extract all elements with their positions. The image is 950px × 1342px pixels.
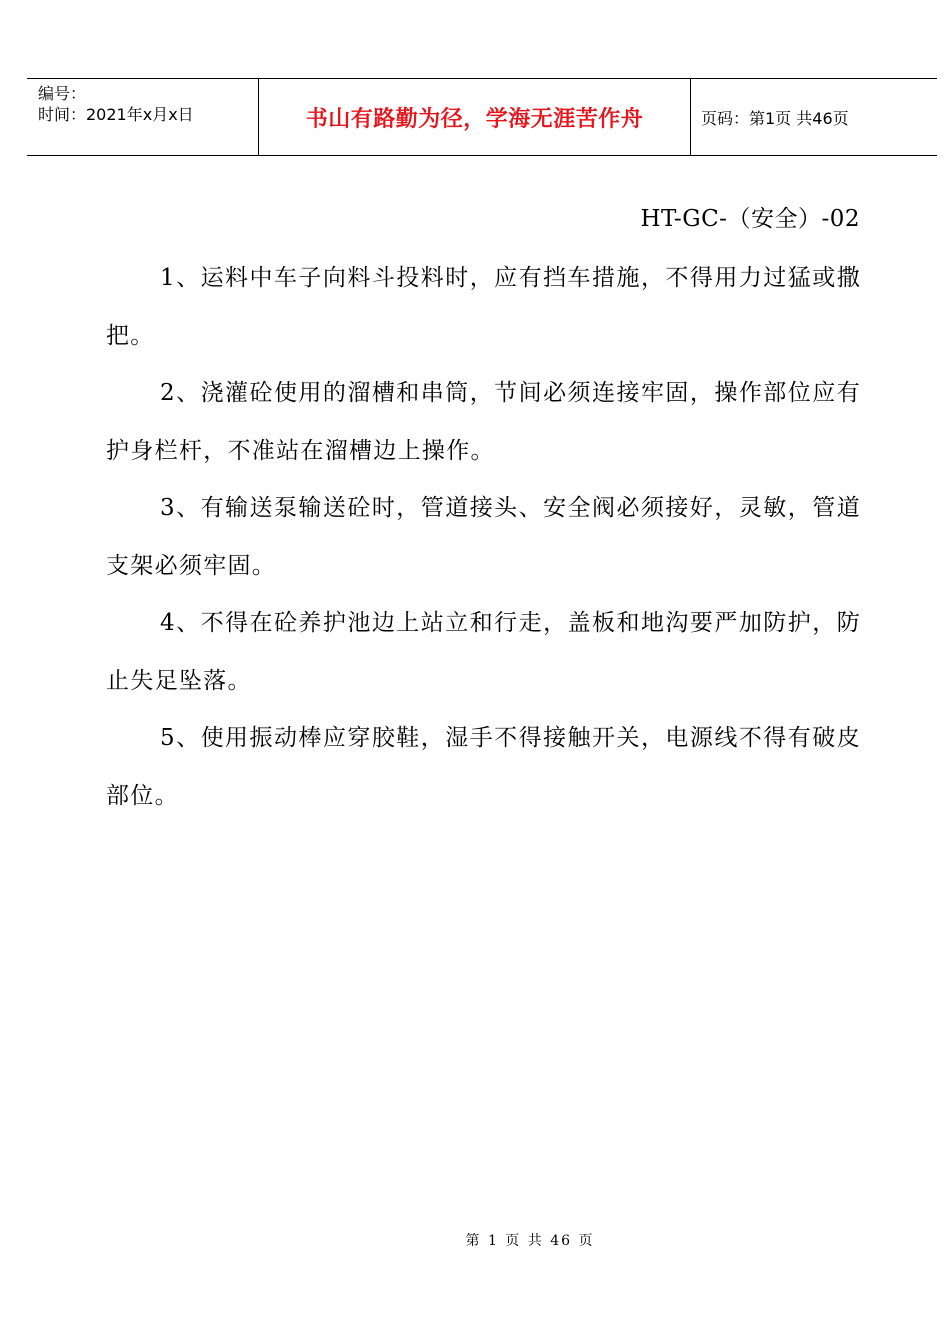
paragraph: 1、运料中车子向料斗投料时，应有挡车措施，不得用力过猛或撒把。 (106, 265, 861, 349)
page-info-text: 页码：第1页 共46页 (701, 108, 849, 128)
paragraph: 5、使用振动棒应穿胶鞋，湿手不得接触开关，电源线不得有破皮部位。 (106, 725, 861, 809)
paragraph: 2、浇灌砼使用的溜槽和串筒，节间必须连接牢固，操作部位应有护身栏杆，不准站在溜槽边上操作。 (106, 380, 861, 464)
paragraph: 4、不得在砼养护池边上站立和行走，盖板和地沟要严加防护，防止失足坠落。 (106, 610, 861, 694)
header-motto-cell (259, 79, 691, 155)
header-page-cell (691, 79, 937, 155)
paragraph: 3、有输送泵输送砼时，管道接头、安全阀必须接好，灵敏，管道支架必须牢固。 (106, 495, 861, 579)
header-meta-cell (27, 79, 259, 155)
page-footer (0, 1230, 950, 1250)
footer-page-number: 第 1 页 共 46 页 (465, 1233, 595, 1249)
header-table (27, 78, 937, 156)
document-body (106, 250, 861, 825)
serial-number-label: 编号： (38, 84, 87, 103)
date-label: 时间：2021年x月x日 (38, 105, 194, 124)
document-code: HT-GC-（安全）-02 (640, 206, 860, 232)
motto-text: 书山有路勤为径，学海无涯苦作舟 (305, 106, 644, 132)
